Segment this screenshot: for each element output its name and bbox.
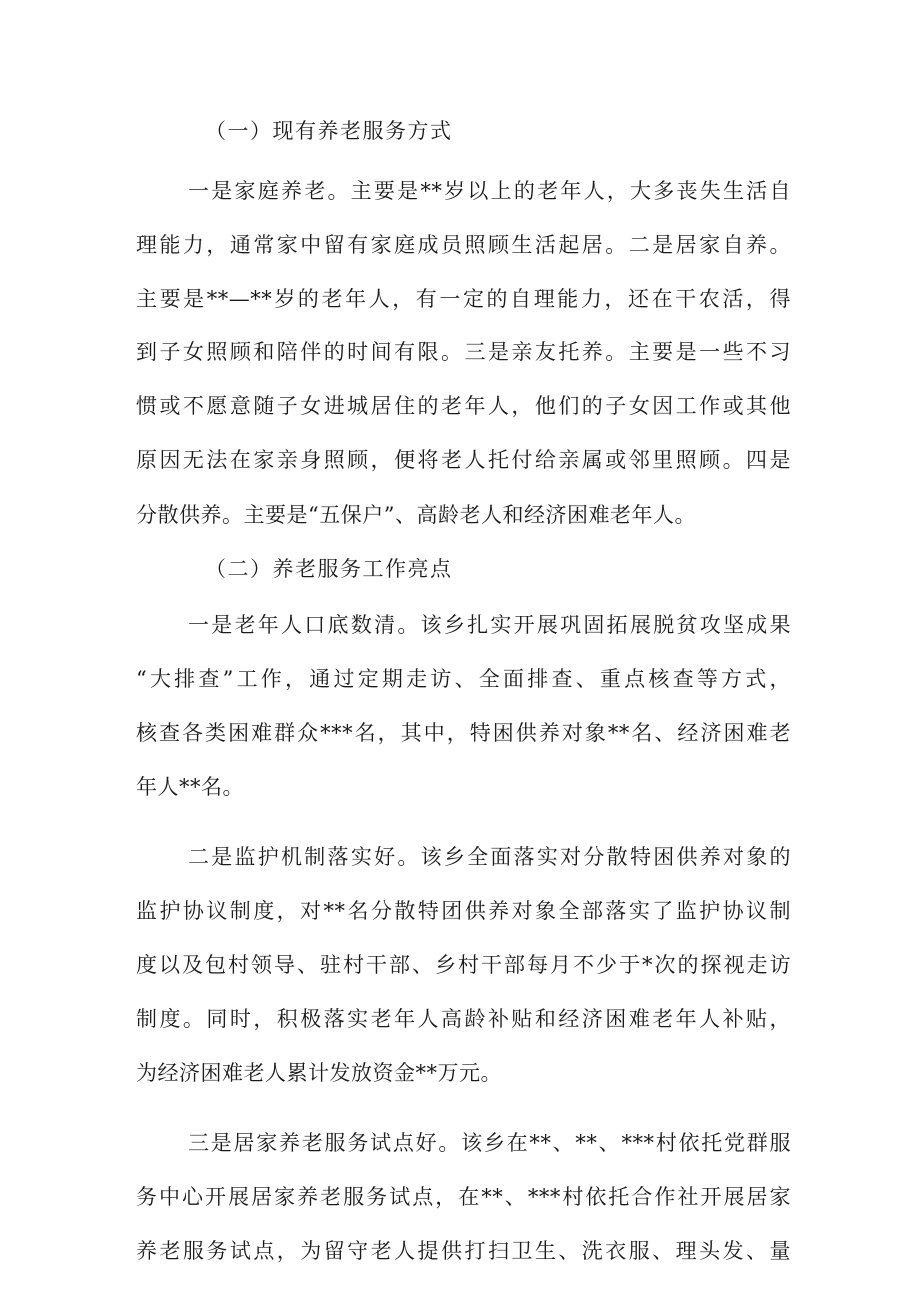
paragraph-line: 核查各类困难群众***名，其中，特困供养对象**名、经济困难老	[136, 721, 791, 745]
section-heading-existing-services: （一）现有养老服务方式	[205, 119, 453, 143]
paragraph-line: 主要是**—**岁的老年人，有一定的自理能力，还在干农活，得	[136, 287, 791, 311]
paragraph-line: 为经济困难老人累计发放资金**万元。	[136, 1061, 502, 1085]
paragraph-line: 务中心开展居家养老服务试点，在**、***村依托合作社开展居家	[136, 1185, 791, 1209]
paragraph-line: 年人**名。	[136, 775, 244, 799]
paragraph-line: 三是居家养老服务试点好。该乡在**、**、***村依托党群服	[188, 1131, 791, 1155]
paragraph-line: 监护协议制度，对**名分散特团供养对象全部落实了监护协议制	[136, 899, 791, 923]
paragraph-line: 理能力，通常家中留有家庭成员照顾生活起居。二是居家自养。	[136, 233, 791, 257]
paragraph-line: 二是监护机制落实好。该乡全面落实对分散特困供养对象的	[188, 845, 791, 869]
paragraph-line: “大排查”工作，通过定期走访、全面排查、重点核查等方式，	[136, 667, 791, 691]
paragraph-line: 到子女照顾和陪伴的时间有限。三是亲友托养。主要是一些不习	[136, 340, 791, 364]
paragraph-line: 制度。同时，积极落实老年人高龄补贴和经济困难老年人补贴，	[136, 1007, 791, 1031]
paragraph-line: 惯或不愿意随子女进城居住的老年人，他们的子女因工作或其他	[136, 394, 791, 418]
paragraph-line: 原因无法在家亲身照顾，便将老人托付给亲属或邻里照顾。四是	[136, 448, 791, 472]
paragraph-line: 一是家庭养老。主要是**岁以上的老年人，大多丧失生活自	[188, 179, 791, 203]
paragraph-line: 分散供养。主要是“五保户”、高龄老人和经济困难老年人。	[136, 503, 696, 527]
paragraph-line: 一是老年人口底数清。该乡扎实开展巩固拓展脱贫攻坚成果	[188, 613, 791, 637]
paragraph-line: 养老服务试点，为留守老人提供打扫卫生、洗衣服、理头发、量	[136, 1239, 791, 1263]
section-heading-highlights: （二）养老服务工作亮点	[205, 557, 453, 581]
paragraph-line: 度以及包村领导、驻村干部、乡村干部每月不少于*次的探视走访	[136, 953, 791, 977]
